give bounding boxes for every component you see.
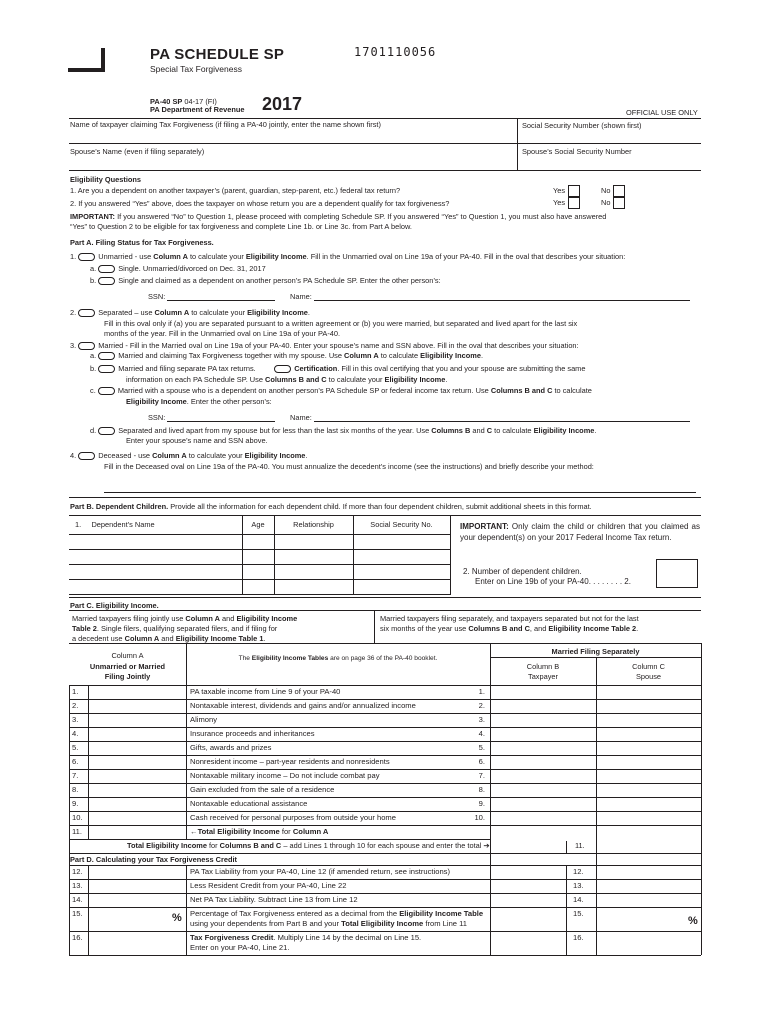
part-a-line-3b: b. Married and filing separate PA tax returns. Certification. Fill in this oval certifying that you and your spouse are submitting the same <box>90 364 586 373</box>
line-description: Cash received for personal purposes from outside your home <box>190 813 396 822</box>
line-description: Nontaxable interest, dividends and gains and/or annualized income <box>190 701 416 710</box>
line-number-right: 1. <box>478 687 485 696</box>
line-11-bc-num: 11. <box>566 841 605 853</box>
part-c-joint-instruction-2: Table 2. Single filers, qualifying separated filers, and if filing for <box>72 624 278 633</box>
line-description: PA taxable income from Line 9 of your PA-40 <box>190 687 341 696</box>
married-separately-header: Married Filing Separately <box>551 647 640 656</box>
tax-year: 2017 <box>262 94 303 114</box>
line-description: Gain excluded from the sale of a residence <box>190 785 335 794</box>
partc-line-row <box>69 783 701 797</box>
column-a-header: Column A <box>111 651 144 660</box>
partc-line-row <box>69 699 701 713</box>
eligibility-question-1: 1. Are you a dependent on another taxpayer’s (parent, guardian, step-parent, etc.) federal tax return? <box>70 186 401 195</box>
column-b-header: Column B <box>526 662 560 671</box>
line-description: Alimony <box>190 715 218 724</box>
part-b-heading: Part B. Dependent Children. Provide all the information for each dependent child. If more than four dependent children, submit additional sheets in this format. <box>70 502 592 511</box>
line-number-right: 12. <box>566 865 603 879</box>
deceased-oval[interactable] <box>78 452 95 460</box>
part-a-line-3a: a. Married and claiming Tax Forgiveness together with my spouse. Use Column A to calculate Eligibility Income. <box>90 351 483 360</box>
line-11-desc: ←Total Eligibility Income for Column A <box>190 827 329 836</box>
partc-amount-a[interactable] <box>89 699 185 713</box>
partc-amount-a[interactable] <box>89 769 185 783</box>
partc-line-row <box>69 713 701 727</box>
partc-amount-b[interactable] <box>491 713 594 727</box>
line-15-desc-2: using your dependents from Part B and your Total Eligibility Income from Line 11 <box>190 919 468 928</box>
dependent-count-field[interactable] <box>656 559 698 588</box>
part-a-line-4: 4. Deceased - use Column A to calculate your Eligibility Income. <box>70 451 308 460</box>
partd-amount-b[interactable] <box>597 865 700 879</box>
decedent-method-field[interactable] <box>104 482 696 493</box>
spouse-ssn-label: Spouse’s Social Security Number <box>522 147 632 156</box>
q2-yes-checkbox[interactable] <box>568 197 580 209</box>
partc-amount-c[interactable] <box>597 685 700 699</box>
spouse-name-label: Spouse’s Name (even if filing separately) <box>70 147 205 156</box>
column-c-header: Column C <box>632 662 665 671</box>
partd-line-row <box>69 879 701 893</box>
q2-no-option: No <box>601 197 625 209</box>
line-number-right: 5. <box>478 743 485 752</box>
eligibility-heading: Eligibility Questions <box>70 175 142 184</box>
part-a-line-1b: b. Single and claimed as a dependent on another person’s PA Schedule SP. Enter the other person’s: <box>90 276 441 285</box>
partc-line-row <box>69 741 701 755</box>
form-subtitle: Special Tax Forgiveness <box>150 64 242 74</box>
line-16-desc: Tax Forgiveness Credit. Multiply Line 14 by the decimal on Line 15. <box>190 933 422 942</box>
q2-yes-option: Yes <box>553 197 580 209</box>
line-16-amount-b[interactable] <box>597 931 700 955</box>
line-number-right: 3. <box>478 715 485 724</box>
line-16-amount-a[interactable] <box>89 931 185 955</box>
partc-amount-b[interactable] <box>491 769 594 783</box>
part-c-joint-instruction-3: a decedent use Column A and Eligibility Income Table 1. <box>72 634 266 643</box>
partc-line-row <box>69 811 701 825</box>
line-description: Insurance proceeds and inheritances <box>190 729 315 738</box>
q1-yes-option: Yes <box>553 185 580 197</box>
part-d-heading: Part D. Calculating your Tax Forgiveness Credit <box>70 855 238 864</box>
spouse-ssn-field[interactable] <box>518 157 701 169</box>
eligibility-tables-note: The Eligibility Income Tables are on page 36 of the PA-40 booklet. <box>238 655 438 662</box>
corner-mark <box>68 48 105 72</box>
column-c-subheader: Spouse <box>635 672 662 681</box>
line-number-right: 10. <box>474 813 485 822</box>
line-description: Less Resident Credit from your PA-40, Line 22 <box>190 881 347 890</box>
married-dependent-spouse-oval[interactable] <box>98 387 115 395</box>
q1-no-option: No <box>601 185 625 197</box>
partc-amount-c[interactable] <box>597 741 700 755</box>
separated-short-oval[interactable] <box>98 427 115 435</box>
partc-amount-b[interactable] <box>491 797 594 811</box>
line-number: 12. <box>69 865 89 879</box>
line-15-num-right: 15. <box>566 907 603 931</box>
partc-amount-a[interactable] <box>89 783 185 797</box>
line-number: 13. <box>69 879 89 893</box>
partd-amount-b[interactable] <box>597 879 700 893</box>
part-a-line-3c-detail: Eligibility Income. Enter the other person’s: <box>126 397 272 406</box>
partc-amount-b[interactable] <box>491 755 594 769</box>
line-3c-ssn-row: SSN: <box>148 412 275 422</box>
partc-amount-c[interactable] <box>597 699 700 713</box>
line-15-percent-b[interactable] <box>597 907 700 931</box>
part-a-line-3b-detail: information on each PA Schedule SP. Use Columns B and C to calculate your Eligibility Income. <box>126 375 448 384</box>
single-oval[interactable] <box>98 265 115 273</box>
partc-amount-b[interactable] <box>491 699 594 713</box>
line-16-desc-2: Enter on your PA-40, Line 21. <box>190 943 290 952</box>
line-16-num-right: 16. <box>566 931 603 955</box>
part-a-line-2: 2. Separated – use Column A to calculate your Eligibility Income. <box>70 308 310 317</box>
line-number: 2. <box>69 699 89 713</box>
part-c-separate-instruction-2: six months of the year use Columns B and C, and Eligibility Income Table 2. <box>380 624 639 633</box>
line-number-right: 6. <box>478 757 485 766</box>
partc-amount-c[interactable] <box>597 783 700 797</box>
partc-amount-a[interactable] <box>89 811 185 825</box>
part-c-heading: Part C. Eligibility Income. <box>70 601 159 610</box>
partc-amount-b[interactable] <box>491 783 594 797</box>
line-description: PA Tax Liability from your PA-40, Line 12 (if amended return, see instructions) <box>190 867 450 876</box>
line-15-row <box>69 907 701 931</box>
line-15-desc: Percentage of Tax Forgiveness entered as a decimal from the Eligibility Income Table <box>190 909 484 918</box>
line-number: 5. <box>69 741 89 755</box>
taxpayer-name-field[interactable] <box>69 130 516 142</box>
partc-line-row <box>69 685 701 699</box>
column-a-subheader: Unmarried or Married <box>89 662 166 671</box>
line-number-right: 9. <box>478 799 485 808</box>
line-number: 8. <box>69 783 89 797</box>
department-name: PA Department of Revenue <box>150 105 245 114</box>
married-separate-oval[interactable] <box>98 365 115 373</box>
partc-line-row <box>69 769 701 783</box>
line-15-num: 15. <box>69 907 89 931</box>
partc-line-row <box>69 797 701 811</box>
barcode-number: 1701110056 <box>354 45 437 59</box>
line-number-right: 7. <box>478 771 485 780</box>
dependent-row[interactable] <box>69 580 450 594</box>
line-3c-ssn-field[interactable] <box>167 412 275 422</box>
taxpayer-name-label: Name of taxpayer claiming Tax Forgiveness (if filing a PA-40 jointly, enter the name shown first) <box>70 120 381 129</box>
part-a-line-1a: a. Single. Unmarried/divorced on Dec. 31, 2017 <box>90 264 266 273</box>
line-11-total-bc: Total Eligibility Income for Columns B and C – add Lines 1 through 10 for each spouse and enter the total ➔ <box>127 841 490 850</box>
part-b-important-note: IMPORTANT: Only claim the child or children that you claimed as your dependent(s) on your 2017 Federal Income Tax return. <box>460 522 700 542</box>
part-a-line-3d: d. Separated and lived apart from my spouse but for less than the last six months of the year. Use Columns B and C to calculate Eligibility Income. <box>90 426 597 435</box>
dependent-row[interactable] <box>69 550 450 564</box>
partc-amount-b[interactable] <box>491 685 594 699</box>
line-11-amount-a[interactable] <box>89 825 185 839</box>
q1-yes-checkbox[interactable] <box>568 185 580 197</box>
line-number-right: 4. <box>478 729 485 738</box>
dependents-table <box>69 515 450 595</box>
form-code-line: PA-40 SP 04-17 (FI) <box>150 97 217 106</box>
line-number: 6. <box>69 755 89 769</box>
dependent-ssn-header: Social Security No. <box>370 520 433 529</box>
partc-line-row <box>69 727 701 741</box>
certification-oval[interactable] <box>274 365 291 373</box>
part-c-separate-instruction: Married taxpayers filing separately, and taxpayers separated but not for the last <box>380 614 639 623</box>
line-number: 7. <box>69 769 89 783</box>
line-11-column-a <box>69 825 701 839</box>
line-number: 14. <box>69 893 89 907</box>
line-description: Nontaxable military income – Do not include combat pay <box>190 771 380 780</box>
line-number-right: 14. <box>566 893 603 907</box>
dependent-age-header: Age <box>251 520 265 529</box>
part-a-line-4-detail: Fill in the Deceased oval on Line 19a of the PA-40. You must annualize the decedent’s income (see the instructions) and briefly describe your method: <box>104 462 594 471</box>
official-use-label: OFFICIAL USE ONLY <box>626 108 698 117</box>
eligibility-important-note-line2: “Yes” to Question 2 to be eligible for tax forgiveness and complete Line 1b. or Line 3c. from Part A below. <box>70 222 412 231</box>
partc-amount-a[interactable] <box>89 741 185 755</box>
column-b-subheader: Taxpayer <box>528 672 558 681</box>
partc-amount-c[interactable] <box>597 797 700 811</box>
line-3c-name-row: Name: <box>290 412 690 422</box>
dependent-name-header: 1. Dependent’s Name <box>75 520 155 529</box>
partd-amount-a[interactable] <box>89 893 185 907</box>
line-11-num: 11. <box>69 825 89 839</box>
partc-amount-a[interactable] <box>89 727 185 741</box>
partc-amount-c[interactable] <box>597 727 700 741</box>
partc-line-row <box>69 755 701 769</box>
single-dependent-oval[interactable] <box>98 277 115 285</box>
partd-amount-b[interactable] <box>597 893 700 907</box>
eligibility-important-note: IMPORTANT: If you answered “No” to Question 1, please proceed with completing Schedule SP. If you answered “Yes” to Question 1, you must also have answered <box>70 212 607 221</box>
partc-amount-c[interactable] <box>597 713 700 727</box>
partc-amount-c[interactable] <box>597 755 700 769</box>
q2-no-checkbox[interactable] <box>613 197 625 209</box>
line-number: 3. <box>69 713 89 727</box>
line-11-amount-b[interactable] <box>597 840 700 852</box>
ssn-field[interactable] <box>518 131 701 142</box>
line-1b-name-row: Name: <box>290 291 690 301</box>
part-a-line-2-detail: Fill in this oval only if (a) you are separated pursuant to a written agreement or (b) you were married, but separated and lived apart for the last six <box>104 319 578 328</box>
line-number-right: 2. <box>478 701 485 710</box>
line-15-percent-sign: % <box>172 912 182 924</box>
part-a-line-1: 1. Unmarried - use Column A to calculate your Eligibility Income. Fill in the Unmarried oval on Line 19a of your PA-40. Fill in the oval that describes your situation: <box>70 252 626 261</box>
line-15-percent-sign-right: % <box>688 915 698 927</box>
partc-amount-b[interactable] <box>491 811 594 825</box>
dependent-row[interactable] <box>69 535 450 549</box>
line-description: Nontaxable educational assistance <box>190 799 308 808</box>
dependent-row[interactable] <box>69 565 450 579</box>
part-a-line-3: 3. Married - Fill in the Married oval on Line 19a of your PA-40. Enter your spouse’s name and SSN above. Fill in the oval that describes your situation: <box>70 341 579 350</box>
married-joint-oval[interactable] <box>98 352 115 360</box>
line-number: 9. <box>69 797 89 811</box>
line-description: Gifts, awards and prizes <box>190 743 272 752</box>
part-c-joint-instruction: Married taxpayers filing jointly use Column A and Eligibility Income <box>72 614 298 623</box>
dependent-relationship-header: Relationship <box>293 520 334 529</box>
part-a-heading: Part A. Filing Status for Tax Forgiveness. <box>70 238 214 247</box>
partc-amount-b[interactable] <box>491 741 594 755</box>
part-a-line-3d-detail: Enter your spouse’s name and SSN above. <box>126 436 268 445</box>
partc-amount-a[interactable] <box>89 685 185 699</box>
q1-no-checkbox[interactable] <box>613 185 625 197</box>
line-1b-ssn-row: SSN: <box>148 291 275 301</box>
column-a-subheader-2: Filing Jointly <box>104 672 151 681</box>
line-1b-name-field[interactable] <box>314 291 690 301</box>
line-16-num: 16. <box>69 931 89 955</box>
line-15-percent-a[interactable] <box>89 907 185 931</box>
line-3c-name-field[interactable] <box>314 412 690 422</box>
unmarried-oval[interactable] <box>78 253 95 261</box>
line-description: Nonresident income – part-year residents and nonresidents <box>190 757 390 766</box>
partc-amount-c[interactable] <box>597 811 700 825</box>
line-number-right: 13. <box>566 879 603 893</box>
partd-line-row <box>69 865 701 879</box>
partc-amount-a[interactable] <box>89 713 185 727</box>
separated-oval[interactable] <box>78 309 95 317</box>
ssn-label: Social Security Number (shown first) <box>522 121 642 130</box>
dependent-count-label: 2. Number of dependent children. <box>463 567 582 576</box>
part-a-line-2-detail-2: months of the year. Fill in the Unmarried oval on Line 19a of your PA-40. <box>104 329 341 338</box>
line-16-row <box>69 931 701 955</box>
partd-line-row <box>69 893 701 907</box>
partc-amount-a[interactable] <box>89 755 185 769</box>
eligibility-question-2: 2. If you answered “Yes” above, does the taxpayer on whose return you are a dependent qualify for tax forgiveness? <box>70 199 450 208</box>
married-oval[interactable] <box>78 342 95 350</box>
form-title: PA SCHEDULE SP <box>150 46 285 63</box>
line-number: 4. <box>69 727 89 741</box>
line-number: 10. <box>69 811 89 825</box>
dependent-count-instruction: Enter on Line 19b of your PA-40. . . . . . . . 2. <box>475 577 631 586</box>
line-number: 1. <box>69 685 89 699</box>
line-number-right: 8. <box>478 785 485 794</box>
partd-amount-a[interactable] <box>89 865 185 879</box>
spouse-name-field[interactable] <box>69 157 516 169</box>
line-1b-ssn-field[interactable] <box>167 291 275 301</box>
line-description: Net PA Tax Liability. Subtract Line 13 from Line 12 <box>190 895 358 904</box>
part-a-line-3c: c. Married with a spouse who is a dependent on another person’s PA Schedule SP or federal income tax return. Use Columns B and C to calculate <box>90 386 592 395</box>
partc-amount-b[interactable] <box>491 727 594 741</box>
partd-amount-a[interactable] <box>89 879 185 893</box>
partc-amount-c[interactable] <box>597 769 700 783</box>
partc-amount-a[interactable] <box>89 797 185 811</box>
